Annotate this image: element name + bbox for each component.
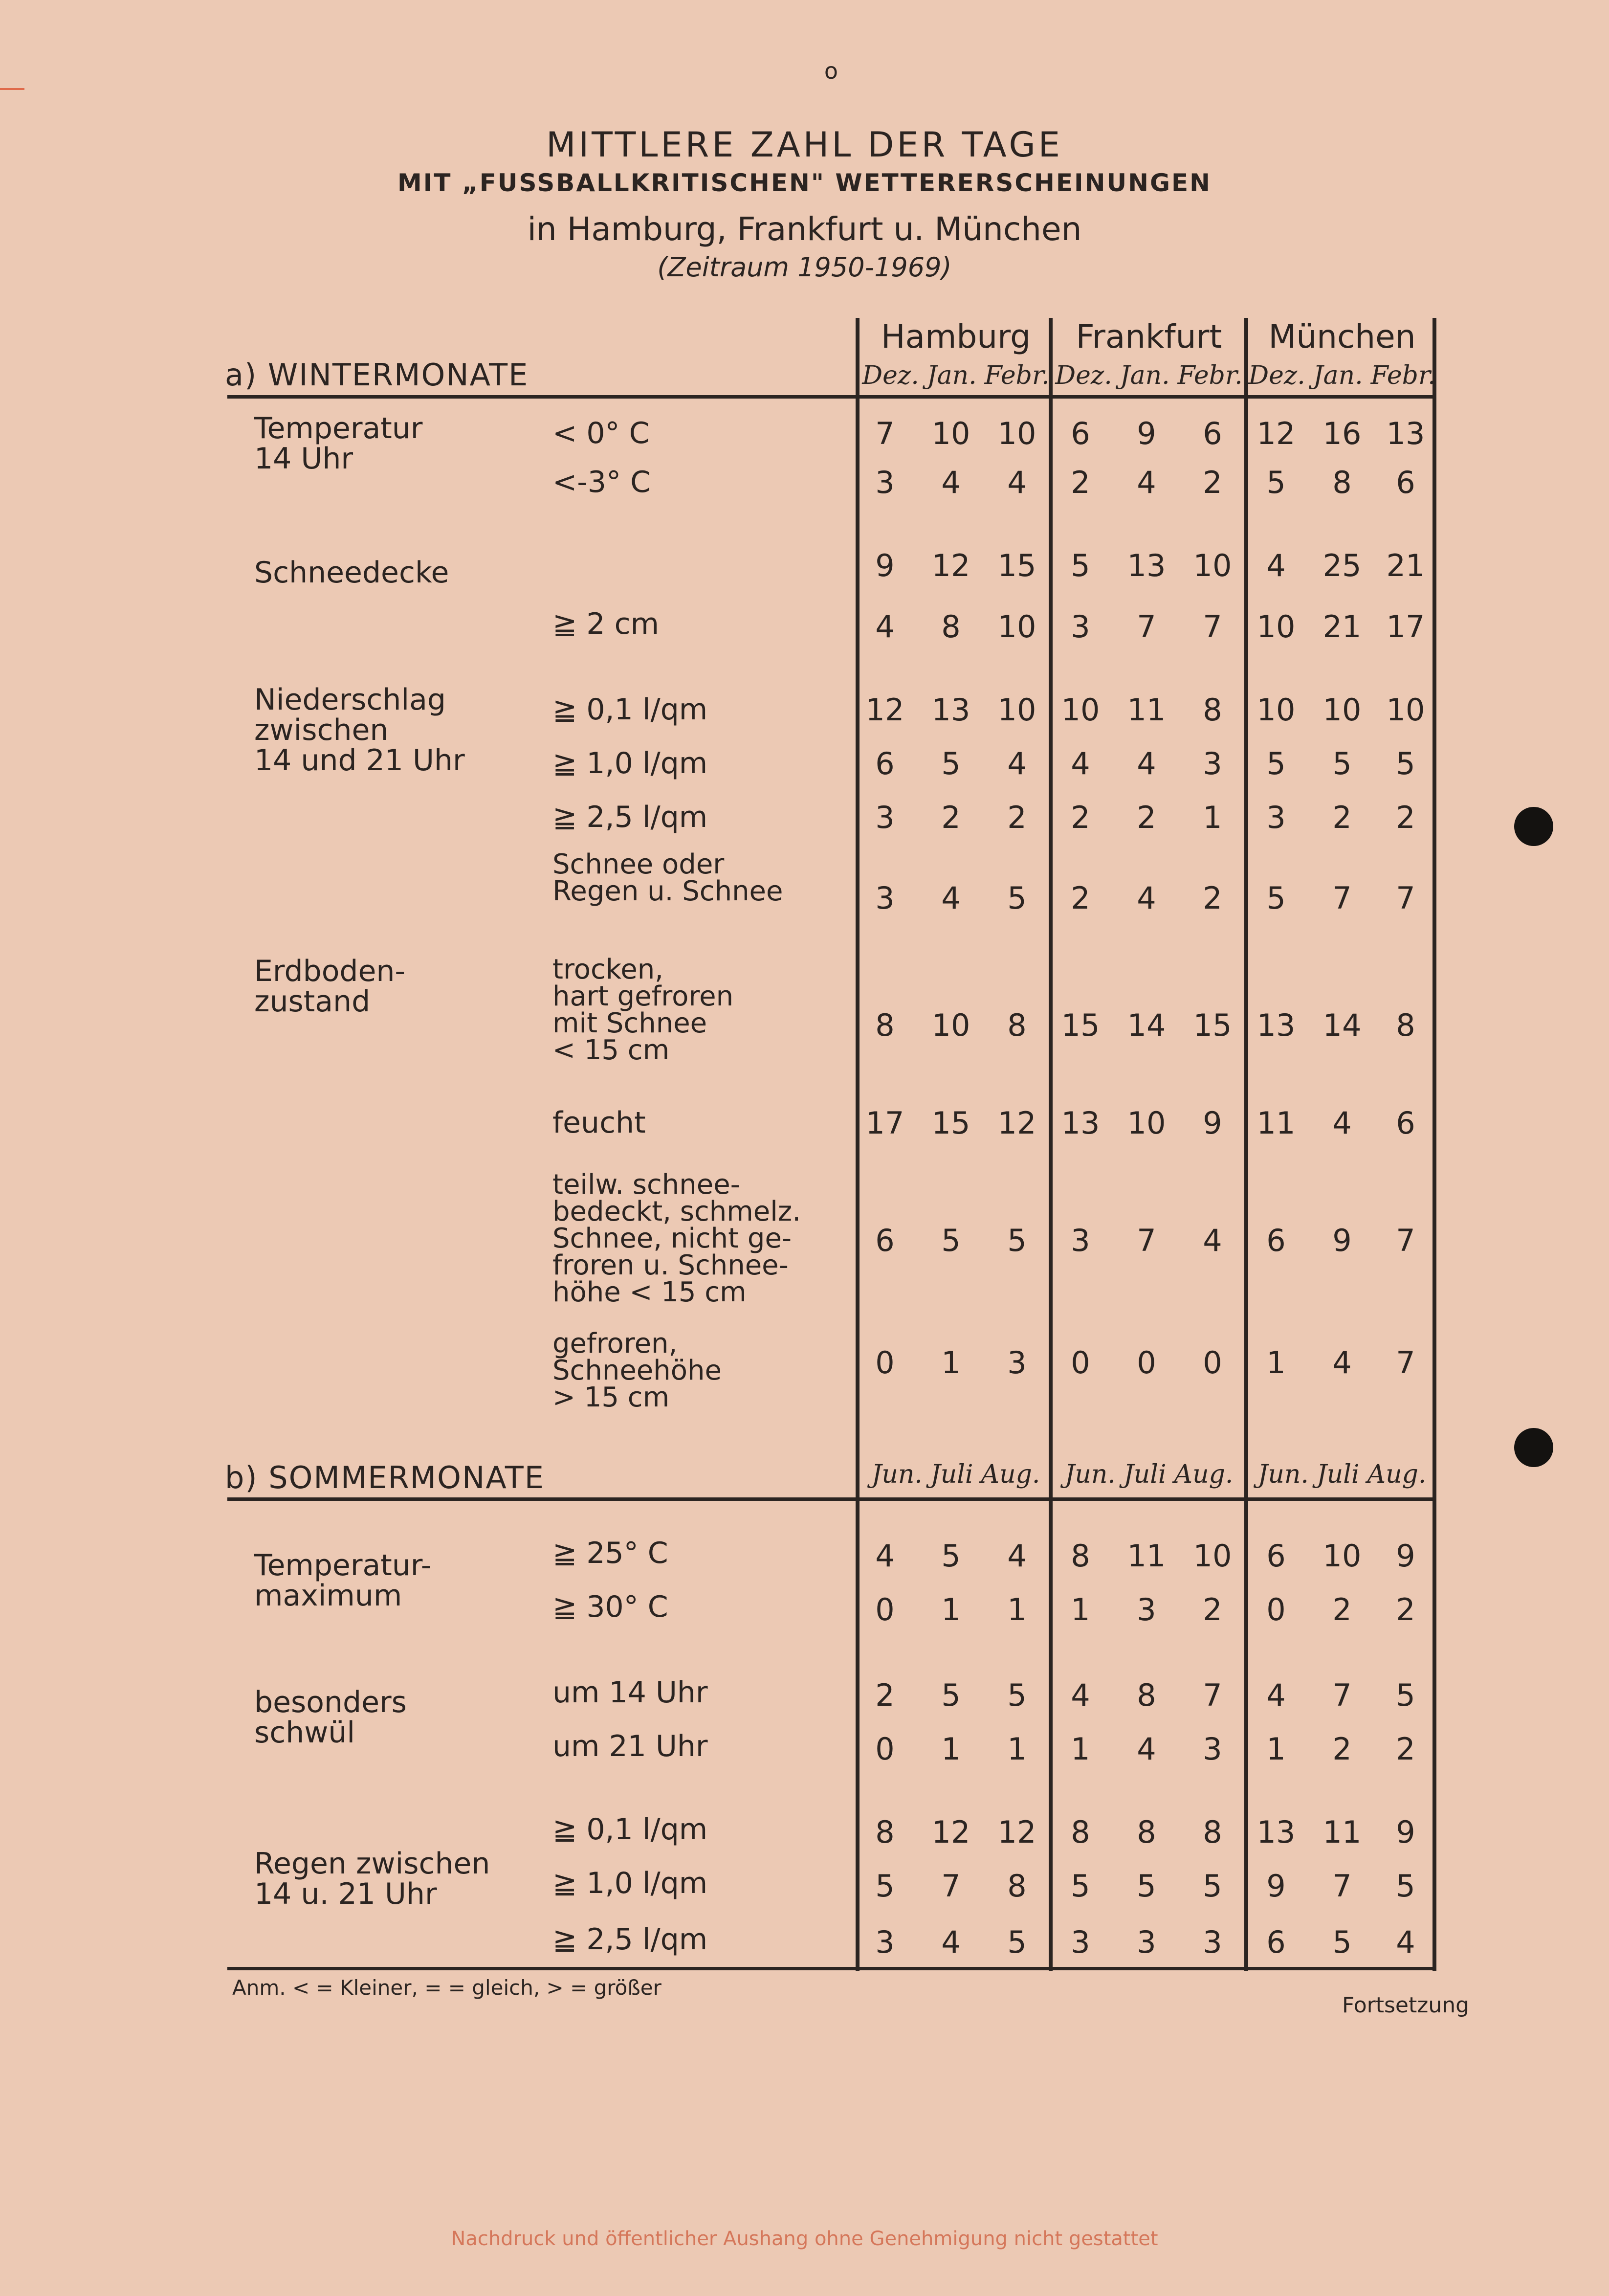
table-cell: 5 [941,1223,961,1258]
table-cell: 6 [1396,1105,1415,1141]
table-cell: 0 [1071,1345,1090,1381]
table-cell: 0 [875,1345,895,1381]
table-cell: 5 [875,1868,895,1904]
table-cell: 8 [1396,1007,1415,1043]
row-condition: ≧ 0,1 l/qm [552,1812,708,1847]
table-cell: 10 [997,609,1036,645]
table-cell: 11 [1322,1814,1362,1850]
table-cell: 10 [1127,1105,1166,1141]
row-condition: trocken, hart gefroren mit Schnee < 15 cm [552,954,734,1066]
row-condition: um 14 Uhr [552,1675,708,1710]
table-cell: 8 [1137,1814,1156,1850]
table-cell: 2 [1203,880,1222,916]
row-condition: feucht [552,1106,646,1140]
table-cell: 15 [997,548,1036,583]
table-cell: 12 [1256,416,1296,451]
section-winter: a) WINTERMONATE [225,357,529,393]
table-cell: 4 [1071,746,1090,781]
table-cell: 10 [1193,548,1232,583]
table-cell: 4 [941,1924,961,1960]
section-summer: b) SOMMERMONATE [225,1460,545,1495]
table-cell: 0 [875,1592,895,1627]
table-cell: 9 [875,548,895,583]
table-cell: 5 [1007,1924,1027,1960]
table-cell: 8 [1137,1677,1156,1713]
table-cell: 2 [875,1677,895,1713]
row-condition: ≧ 0,1 l/qm [552,692,708,727]
table-cell: 4 [1137,746,1156,781]
month-header-group [858,1460,1054,1489]
month-header: Dez. [1248,361,1305,390]
table-rule [227,1967,1436,1970]
table-cell: 4 [941,880,961,916]
table-cell: 16 [1322,416,1362,451]
table-cell: 3 [1007,1345,1027,1381]
table-cell: 3 [1266,800,1286,835]
table-cell: 3 [875,1924,895,1960]
table-cell: 10 [1256,609,1296,645]
table-cell: 4 [1007,1538,1027,1574]
table-cell: 13 [1127,548,1166,583]
table-cell: 1 [941,1592,961,1627]
table-cell: 1 [1203,800,1222,835]
group-label-erdboden: Erdboden- zustand [254,954,406,1019]
table-cell: 8 [1007,1007,1027,1043]
table-cell: 2 [1071,880,1090,916]
table-cell: 1 [1266,1731,1286,1767]
row-condition: ≧ 2 cm [552,607,660,641]
month-header: Febr. [984,361,1050,390]
table-cell: 17 [865,1105,904,1141]
table-cell: 5 [941,1677,961,1713]
punch-hole [1514,807,1553,846]
month-header-group [1051,361,1247,390]
group-label-schwuel: besonders schwül [254,1685,407,1750]
month-header: Juli [1123,1460,1167,1489]
punch-hole [1514,1428,1553,1467]
group-label-niederschlag: Niederschlag zwischen 14 und 21 Uhr [254,683,465,778]
group-label-schneedecke: Schneedecke [254,556,449,590]
table-cell: 5 [1396,1868,1415,1904]
table-cell: 7 [1396,1345,1415,1381]
table-cell: 3 [1137,1924,1156,1960]
table-cell: 1 [1266,1345,1286,1381]
table-cell: 5 [1137,1868,1156,1904]
month-header: Aug. [981,1460,1040,1489]
row-condition: ≧ 2,5 l/qm [552,800,708,834]
table-cell: 8 [941,609,961,645]
month-header: Jan. [1120,361,1170,390]
table-cell: 5 [1007,880,1027,916]
table-cell: 3 [875,800,895,835]
month-header-group [1244,361,1440,390]
table-cell: 13 [1386,416,1425,451]
row-condition: um 21 Uhr [552,1729,708,1763]
table-cell: 0 [1137,1345,1156,1381]
table-cell: 12 [997,1814,1036,1850]
table-cell: 2 [1203,465,1222,500]
table-cell: 7 [1203,609,1222,645]
table-cell: 5 [1266,880,1286,916]
title-line-4: (Zeitraum 1950-1969) [657,252,952,283]
table-cell: 10 [1061,692,1100,728]
table-cell: 3 [1071,1924,1090,1960]
table-cell: 15 [931,1105,970,1141]
month-header: Jun. [1064,1460,1116,1489]
table-cell: 5 [1332,1924,1352,1960]
table-cell: 15 [1193,1007,1232,1043]
table-cell: 6 [1203,416,1222,451]
table-cell: 3 [875,465,895,500]
table-cell: 11 [1256,1105,1296,1141]
row-condition: teilw. schnee- bedeckt, schmelz. Schnee, nicht ge- froren u. Schnee- höhe < 15 cm [552,1169,801,1308]
table-cell: 2 [1007,800,1027,835]
table-cell: 5 [1396,1677,1415,1713]
month-header-group [858,361,1054,390]
table-cell: 6 [875,746,895,781]
table-cell: 4 [1332,1105,1352,1141]
table-cell: 9 [1137,416,1156,451]
table-cell: 6 [1396,465,1415,500]
table-cell: 4 [941,465,961,500]
table-cell: 8 [1071,1814,1090,1850]
table-cell: 12 [931,1814,970,1850]
table-cell: 12 [865,692,904,728]
month-header: Dez. [862,361,919,390]
table-cell: 7 [1396,1223,1415,1258]
table-cell: 25 [1322,548,1362,583]
continued-label: Fortsetzung [1342,1993,1470,2018]
title-line-2: MIT „FUSSBALLKRITISCHEN" WETTERERSCHEINUNGEN [397,169,1212,197]
table-cell: 3 [1137,1592,1156,1627]
row-condition: ≧ 1,0 l/qm [552,746,708,780]
group-label-temperatur: Temperatur 14 Uhr [254,411,423,476]
table-cell: 10 [1193,1538,1232,1574]
table-cell: 5 [1266,465,1286,500]
table-cell: 13 [1256,1007,1296,1043]
table-cell: 7 [1137,609,1156,645]
table-cell: 4 [1071,1677,1090,1713]
table-cell: 2 [1396,1731,1415,1767]
table-cell: 4 [1007,746,1027,781]
row-condition: ≧ 25° C [552,1536,668,1570]
table-cell: 2 [1332,800,1352,835]
table-cell: 14 [1127,1007,1166,1043]
table-cell: 3 [1203,746,1222,781]
table-cell: 3 [875,880,895,916]
table-cell: 0 [875,1731,895,1767]
table-cell: 4 [1007,465,1027,500]
table-cell: 9 [1396,1538,1415,1574]
table-cell: 8 [1007,1868,1027,1904]
table-cell: 5 [1007,1223,1027,1258]
month-header: Febr. [1370,361,1436,390]
table-cell: 5 [1203,1868,1222,1904]
footnote: Anm. < = Kleiner, = = gleich, > = größer [232,1976,661,2000]
table-cell: 4 [1396,1924,1415,1960]
table-cell: 13 [1256,1814,1296,1850]
row-condition: ≧ 30° C [552,1590,668,1624]
table-cell: 3 [1071,1223,1090,1258]
table-cell: 2 [1071,465,1090,500]
table-cell: 2 [1071,800,1090,835]
row-condition: gefroren, Schneehöhe > 15 cm [552,1328,722,1413]
table-cell: 11 [1127,1538,1166,1574]
table-cell: 7 [1203,1677,1222,1713]
table-cell: 5 [1071,1868,1090,1904]
table-cell: 2 [941,800,961,835]
table-cell: 5 [1007,1677,1027,1713]
table-cell: 5 [941,1538,961,1574]
table-cell: 4 [1332,1345,1352,1381]
table-cell: 4 [1137,1731,1156,1767]
table-cell: 14 [1322,1007,1362,1043]
table-cell: 10 [1256,692,1296,728]
table-cell: 3 [1203,1924,1222,1960]
table-cell: 10 [1322,692,1362,728]
table-cell: 1 [941,1731,961,1767]
group-label-regen: Regen zwischen 14 u. 21 Uhr [254,1847,490,1911]
table-rule [227,395,1436,399]
table-cell: 8 [875,1814,895,1850]
month-header: Dez. [1055,361,1112,390]
group-label-temperaturmaximum: Temperatur- maximum [254,1548,432,1613]
table-cell: 13 [931,692,970,728]
month-header: Juli [1316,1460,1360,1489]
table-cell: 6 [1071,416,1090,451]
table-cell: 1 [941,1345,961,1381]
table-cell: 9 [1266,1868,1286,1904]
table-cell: 9 [1396,1814,1415,1850]
city-header-frankfurt: Frankfurt [1076,318,1222,356]
month-header: Jun. [1257,1460,1309,1489]
table-cell: 0 [1266,1592,1286,1627]
table-cell: 2 [1203,1592,1222,1627]
month-header: Aug. [1367,1460,1427,1489]
table-cell: 5 [1266,746,1286,781]
table-cell: 2 [1137,800,1156,835]
table-cell: 1 [1071,1731,1090,1767]
table-cell: 15 [1061,1007,1100,1043]
row-condition: ≧ 2,5 l/qm [552,1922,708,1957]
month-header: Juli [930,1460,973,1489]
month-header: Jan. [926,361,977,390]
table-cell: 4 [1203,1223,1222,1258]
table-cell: 3 [1071,609,1090,645]
table-cell: 10 [1386,692,1425,728]
table-cell: 10 [931,1007,970,1043]
table-cell: 4 [1266,1677,1286,1713]
table-cell: 7 [941,1868,961,1904]
table-cell: 5 [941,746,961,781]
table-cell: 8 [1071,1538,1090,1574]
table-cell: 1 [1007,1731,1027,1767]
row-condition: < 0° C [552,416,650,450]
month-header: Jun. [871,1460,923,1489]
table-cell: 7 [875,416,895,451]
table-cell: 6 [1266,1223,1286,1258]
row-condition: ≧ 1,0 l/qm [552,1866,708,1900]
table-cell: 10 [1322,1538,1362,1574]
table-cell: 3 [1203,1731,1222,1767]
table-cell: 4 [875,1538,895,1574]
table-cell: 8 [1203,692,1222,728]
month-header-group [1244,1460,1440,1489]
table-cell: 2 [1332,1731,1352,1767]
table-cell: 8 [1203,1814,1222,1850]
table-cell: 10 [997,692,1036,728]
table-cell: 9 [1332,1223,1352,1258]
table-cell: 7 [1332,1677,1352,1713]
table-cell: 21 [1322,609,1362,645]
table-rule [227,1497,1436,1501]
title-line-1: MITTLERE ZAHL DER TAGE [546,125,1063,165]
edge-mark [0,88,24,90]
table-cell: 7 [1396,880,1415,916]
table-cell: 5 [1332,746,1352,781]
table-cell: 6 [1266,1538,1286,1574]
table-cell: 4 [875,609,895,645]
table-cell: 2 [1396,1592,1415,1627]
table-cell: 0 [1203,1345,1222,1381]
reprint-notice: Nachdruck und öffentlicher Aushang ohne Genehmigung nicht gestattet [451,2228,1158,2250]
title-line-3: in Hamburg, Frankfurt u. München [527,210,1082,248]
table-cell: 10 [997,416,1036,451]
table-cell: 2 [1332,1592,1352,1627]
table-cell: 10 [931,416,970,451]
table-cell: 6 [1266,1924,1286,1960]
table-cell: 8 [875,1007,895,1043]
table-cell: 4 [1137,880,1156,916]
page-mark: o [824,58,838,84]
table-cell: 1 [1071,1592,1090,1627]
table-cell: 7 [1332,1868,1352,1904]
table-cell: 21 [1386,548,1425,583]
table-cell: 4 [1137,465,1156,500]
table-cell: 2 [1396,800,1415,835]
table-cell: 1 [1007,1592,1027,1627]
row-condition: Schnee oder Regen u. Schnee [552,848,783,907]
month-header-group [1051,1460,1247,1489]
table-cell: 8 [1332,465,1352,500]
table-cell: 12 [997,1105,1036,1141]
table-cell: 5 [1071,548,1090,583]
table-cell: 17 [1386,609,1425,645]
table-cell: 7 [1137,1223,1156,1258]
table-cell: 12 [931,548,970,583]
table-cell: 5 [1396,746,1415,781]
city-header-muenchen: München [1268,318,1416,356]
month-header: Febr. [1177,361,1243,390]
month-header: Jan. [1313,361,1363,390]
table-cell: 11 [1127,692,1166,728]
row-condition: <-3° C [552,465,651,499]
table-cell: 7 [1332,880,1352,916]
table-cell: 4 [1266,548,1286,583]
month-header: Aug. [1174,1460,1234,1489]
table-cell: 6 [875,1223,895,1258]
table-cell: 9 [1203,1105,1222,1141]
city-header-hamburg: Hamburg [881,318,1031,356]
table-cell: 13 [1061,1105,1100,1141]
